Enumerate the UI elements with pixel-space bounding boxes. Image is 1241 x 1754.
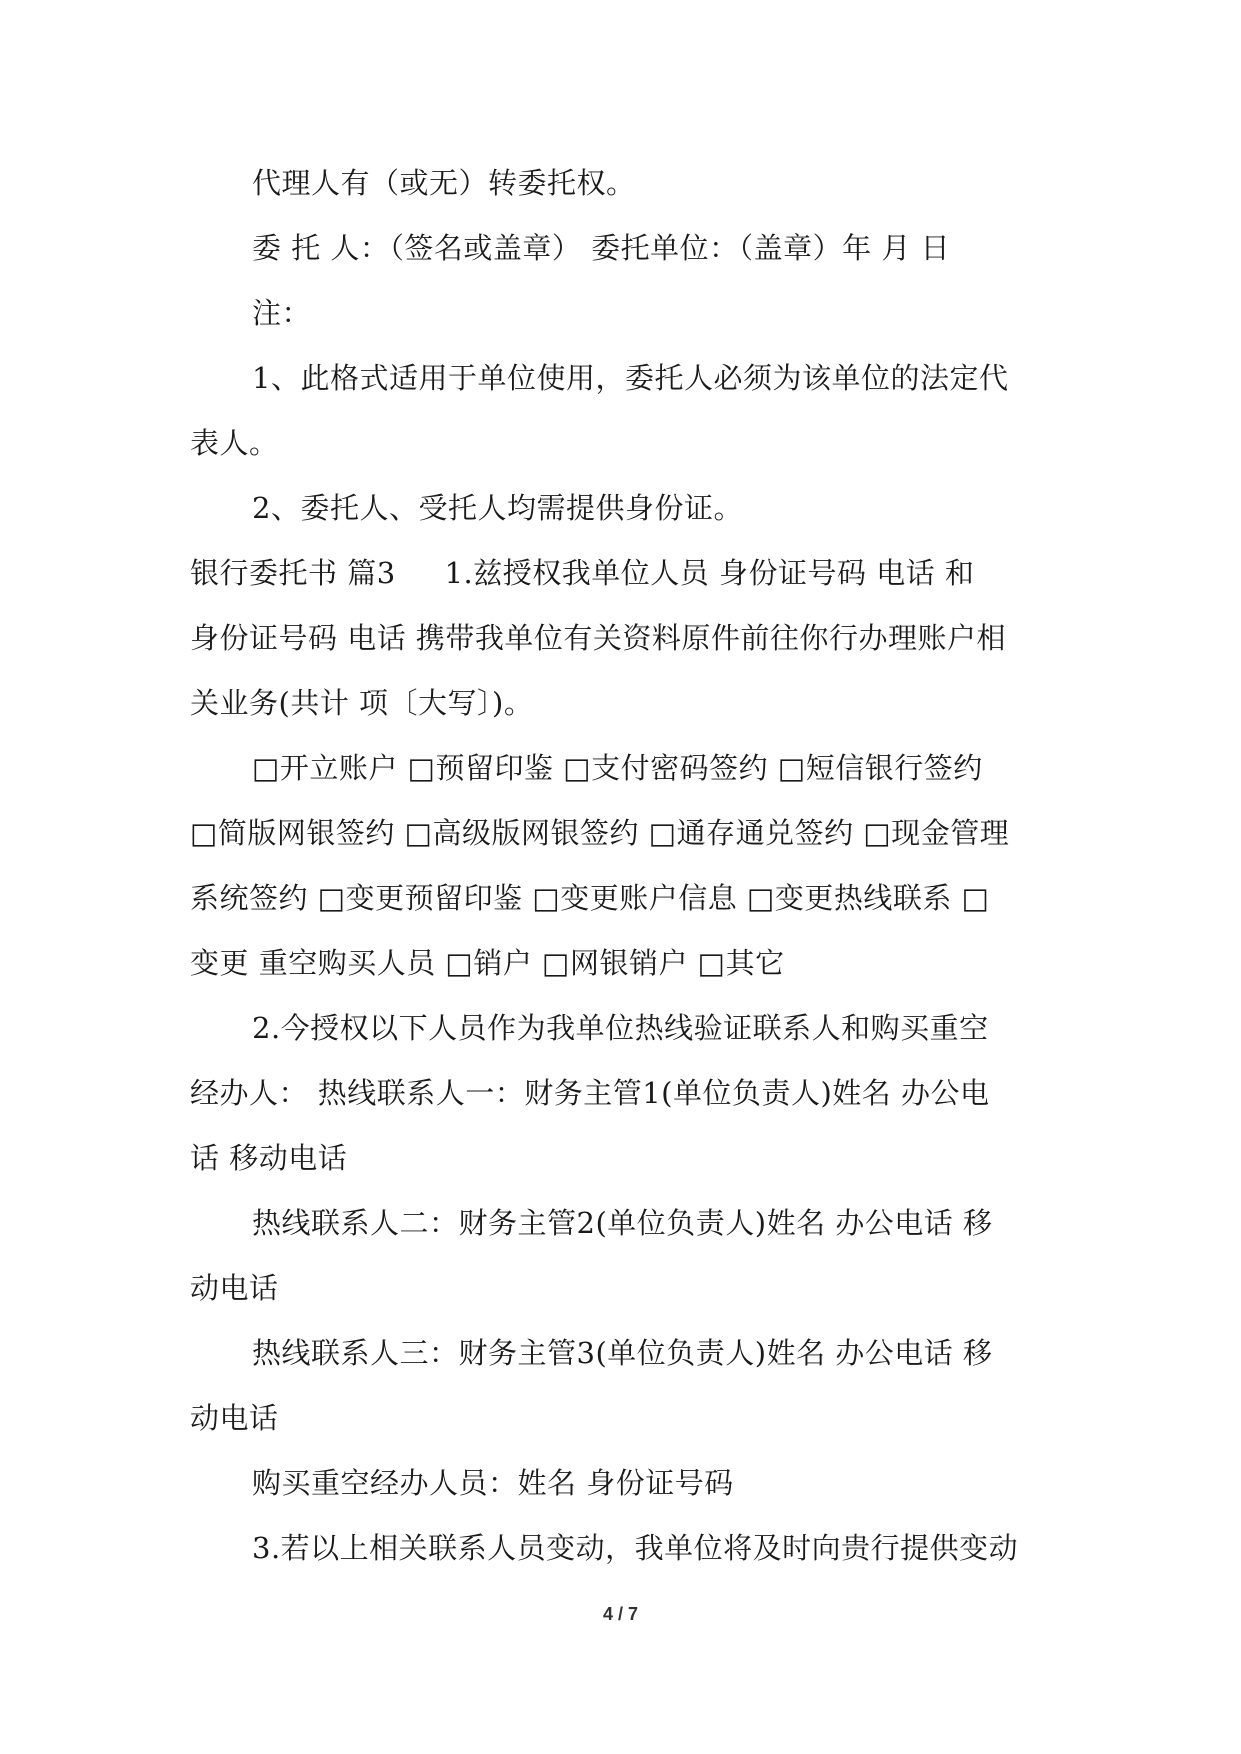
text-line: 2、委托人、受托人均需提供身份证。 xyxy=(252,491,743,525)
text-line: 关业务(共计 项〔大写〕)。 xyxy=(190,686,534,720)
text-line: 变更 重空购买人员 □销户 □网银销户 □其它 xyxy=(190,946,785,980)
text-line: 注： xyxy=(252,296,312,330)
text-line: 委 托 人：（签名或盖章） 委托单位：（盖章）年 月 日 xyxy=(252,231,951,265)
page-number: 4 / 7 xyxy=(602,1604,639,1624)
text-line: 动电话 xyxy=(190,1271,279,1305)
text-line: 经办人： 热线联系人一：财务主管1(单位负责人)姓名 办公电 xyxy=(190,1076,990,1110)
text-line: 热线联系人二：财务主管2(单位负责人)姓名 办公电话 移 xyxy=(252,1206,993,1240)
text-line: 银行委托书 篇3 1.兹授权我单位人员 身份证号码 电话 和 xyxy=(190,556,975,590)
text-line: 表人。 xyxy=(190,426,279,460)
text-line: 话 移动电话 xyxy=(190,1141,348,1175)
text-line: 热线联系人三：财务主管3(单位负责人)姓名 办公电话 移 xyxy=(252,1336,993,1370)
text-line: 1、此格式适用于单位使用，委托人必须为该单位的法定代 xyxy=(252,361,1009,395)
text-line: 动电话 xyxy=(190,1401,279,1435)
text-line: □开立账户 □预留印鉴 □支付密码签约 □短信银行签约 xyxy=(252,751,983,785)
text-line: 2.今授权以下人员作为我单位热线验证联系人和购买重空 xyxy=(252,1011,989,1045)
text-line: 代理人有（或无）转委托权。 xyxy=(252,166,636,200)
text-line: 3.若以上相关联系人员变动，我单位将及时向贵行提供变动 xyxy=(252,1531,1019,1565)
text-line: 系统签约 □变更预留印鉴 □变更账户信息 □变更热线联系 □ xyxy=(190,881,990,915)
text-line: □简版网银签约 □高级版网银签约 □通存通兑签约 □现金管理 xyxy=(190,816,1010,850)
text-line: 身份证号码 电话 携带我单位有关资料原件前往你行办理账户相 xyxy=(190,621,1006,655)
text-line: 购买重空经办人员：姓名 身份证号码 xyxy=(252,1466,734,1500)
